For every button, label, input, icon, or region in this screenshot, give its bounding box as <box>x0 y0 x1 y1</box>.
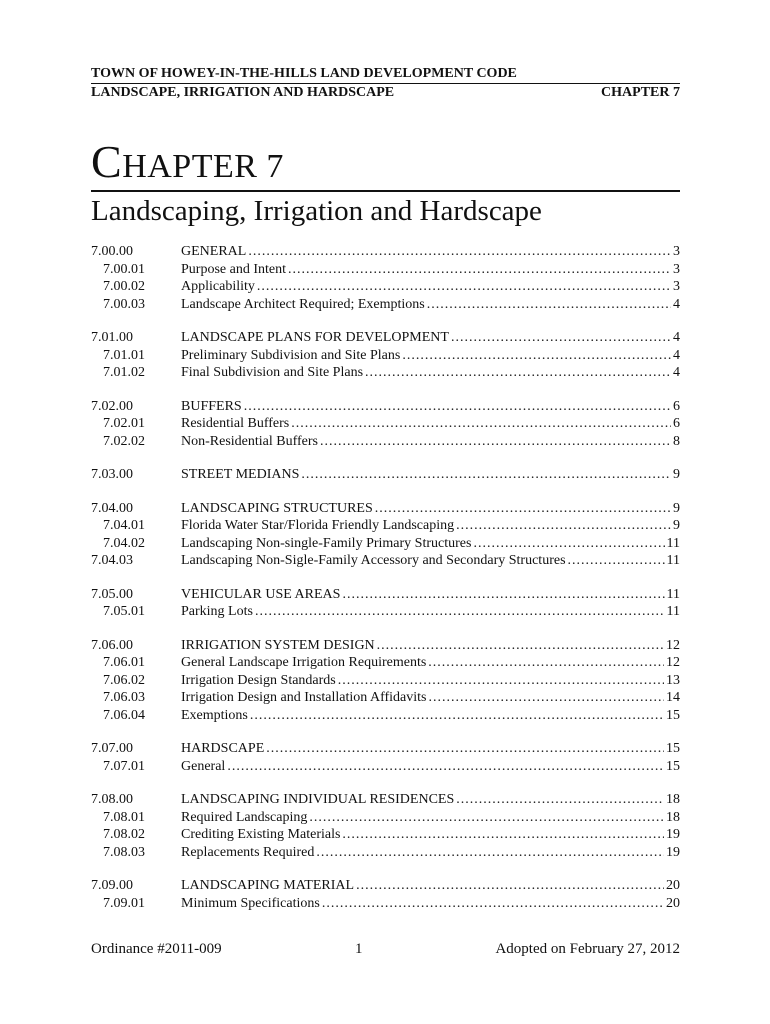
toc-leader-dots <box>428 654 664 672</box>
toc-section-number: 7.06.00 <box>91 637 133 653</box>
chapter-subtitle: Landscaping, Irrigation and Hardscape <box>91 195 542 227</box>
toc-entry-body <box>181 552 680 570</box>
toc-page-number: 20 <box>666 878 680 893</box>
toc-entry[interactable] <box>91 672 680 690</box>
toc-page-number: 4 <box>673 296 680 312</box>
toc-section-title: Exemptions <box>181 707 248 723</box>
toc-section-number: 7.00.03 <box>103 296 145 312</box>
toc-entry-body <box>181 672 680 690</box>
toc-page-number: 11 <box>666 553 680 568</box>
toc-section-title: Non-Residential Buffers <box>181 433 318 449</box>
toc-section-number: 7.08.00 <box>91 792 133 807</box>
footer-ordinance: Ordinance #2011-009 <box>91 941 222 957</box>
toc-page-number: 14 <box>666 690 680 705</box>
toc-page-number: 13 <box>666 672 680 688</box>
toc-page-number: 15 <box>666 758 680 774</box>
toc-section-number: 7.00.00 <box>91 244 133 259</box>
toc-leader-dots <box>473 535 664 553</box>
toc-leader-dots <box>456 791 664 809</box>
toc-leader-dots <box>320 433 671 451</box>
toc-entry-body <box>181 329 680 347</box>
toc-entry-body <box>181 758 680 776</box>
toc-leader-dots <box>266 740 664 758</box>
toc-section-number: 7.06.02 <box>103 672 145 688</box>
toc-section-number: 7.05.00 <box>91 586 133 602</box>
running-header-subtitle <box>91 84 680 101</box>
chapter-heading-rest: HAPTER 7 <box>122 148 284 185</box>
toc-section-title: Landscape Architect Required; Exemptions <box>181 296 425 312</box>
toc-section-title: LANDSCAPING INDIVIDUAL RESIDENCES <box>181 792 455 807</box>
toc-section-number: 7.04.03 <box>91 553 133 568</box>
toc-leader-dots <box>322 895 664 913</box>
toc-section-number: 7.08.03 <box>103 844 145 860</box>
toc-entry[interactable] <box>91 296 680 314</box>
toc-leader-dots <box>250 707 664 725</box>
toc-page-number: 20 <box>666 895 680 911</box>
toc-section-title: Purpose and Intent <box>181 261 286 277</box>
toc-page-number: 8 <box>673 433 680 449</box>
toc-leader-dots <box>301 466 671 484</box>
chapter-heading-initial: C <box>91 136 123 187</box>
toc-leader-dots <box>427 296 671 314</box>
toc-leader-dots <box>568 552 665 570</box>
toc-section-title: Crediting Existing Materials <box>181 827 341 842</box>
toc-entry[interactable] <box>91 654 680 672</box>
toc-entry[interactable] <box>91 433 680 451</box>
toc-entry[interactable] <box>91 740 680 758</box>
toc-section-title: GENERAL <box>181 244 247 259</box>
toc-entry[interactable] <box>91 261 680 279</box>
toc-entry[interactable] <box>91 552 680 570</box>
toc-leader-dots <box>375 500 671 518</box>
toc-section-title: Final Subdivision and Site Plans <box>181 365 364 380</box>
toc-section-title: Minimum Specifications <box>181 895 320 911</box>
toc-page-number: 6 <box>673 416 680 431</box>
toc-entry[interactable] <box>91 826 680 844</box>
toc-section-title: HARDSCAPE <box>181 741 265 756</box>
toc-section-number: 7.06.01 <box>103 655 145 670</box>
toc-section-title: Irrigation Design and Installation Affidavits <box>181 690 427 705</box>
toc-entry[interactable] <box>91 278 680 296</box>
toc-entry[interactable] <box>91 466 680 484</box>
toc-entry-body <box>181 347 680 365</box>
toc-leader-dots <box>365 364 671 382</box>
toc-leader-dots <box>428 689 664 707</box>
toc-section-number: 7.06.03 <box>103 690 145 705</box>
toc-entry[interactable] <box>91 895 680 913</box>
toc-entry-body <box>181 654 680 672</box>
page-footer <box>91 941 680 958</box>
toc-entry-body <box>181 261 680 279</box>
toc-page-number: 18 <box>666 809 680 825</box>
toc-section-title: Irrigation Design Standards <box>181 672 336 688</box>
toc-entry-body <box>181 500 680 518</box>
toc-entry[interactable] <box>91 877 680 895</box>
toc-section-title: General Landscape Irrigation Requirements <box>181 655 427 670</box>
toc-leader-dots <box>316 844 664 862</box>
header-chapter-label: CHAPTER 7 <box>601 85 680 100</box>
toc-entry-body <box>181 707 680 725</box>
toc-section-number: 7.07.00 <box>91 741 133 756</box>
toc-entry[interactable] <box>91 329 680 347</box>
toc-section-title: Landscaping Non-single-Family Primary Structures <box>181 535 472 551</box>
toc-entry-body <box>181 364 680 382</box>
toc-page-number: 19 <box>666 827 680 842</box>
toc-leader-dots <box>248 243 671 261</box>
toc-page-number: 9 <box>673 518 680 533</box>
toc-section-number: 7.09.01 <box>103 895 145 911</box>
toc-section-number: 7.02.01 <box>103 416 145 431</box>
toc-leader-dots <box>377 637 664 655</box>
toc-page-number: 12 <box>666 655 680 670</box>
toc-section-title: IRRIGATION SYSTEM DESIGN <box>181 637 375 653</box>
toc-entry-body <box>181 877 680 895</box>
toc-section-title: Applicability <box>181 279 255 294</box>
toc-group <box>91 877 680 912</box>
toc-page-number: 6 <box>673 398 680 414</box>
toc-leader-dots <box>356 877 664 895</box>
toc-section-number: 7.04.02 <box>103 535 145 551</box>
toc-group <box>91 466 680 484</box>
toc-page-number: 9 <box>673 500 680 516</box>
toc-page-number: 18 <box>666 792 680 807</box>
toc-section-title: General <box>181 758 226 774</box>
toc-entry[interactable] <box>91 415 680 433</box>
toc-leader-dots <box>244 398 671 416</box>
toc-section-title: VEHICULAR USE AREAS <box>181 586 341 602</box>
toc-leader-dots <box>257 278 671 296</box>
toc-entry[interactable] <box>91 364 680 382</box>
toc-section-number: 7.02.00 <box>91 398 133 414</box>
toc-group <box>91 740 680 775</box>
toc-section-title: Preliminary Subdivision and Site Plans <box>181 347 401 363</box>
toc-page-number: 11 <box>666 604 680 619</box>
toc-section-number: 7.08.02 <box>103 827 145 842</box>
toc-entry[interactable] <box>91 758 680 776</box>
toc-section-title: LANDSCAPE PLANS FOR DEVELOPMENT <box>181 330 449 345</box>
toc-entry-body <box>181 466 680 484</box>
toc-entry-body <box>181 433 680 451</box>
toc-section-number: 7.04.00 <box>91 500 133 516</box>
toc-section-number: 7.00.02 <box>103 279 145 294</box>
toc-group <box>91 243 680 313</box>
toc-entry-body <box>181 844 680 862</box>
toc-entry[interactable] <box>91 791 680 809</box>
toc-page-number: 3 <box>673 244 680 259</box>
toc-leader-dots <box>338 672 664 690</box>
toc-section-number: 7.06.04 <box>103 707 145 723</box>
toc-entry-body <box>181 243 680 261</box>
toc-leader-dots <box>255 603 665 621</box>
toc-section-title: STREET MEDIANS <box>181 467 300 482</box>
table-of-contents <box>91 243 680 928</box>
toc-entry[interactable] <box>91 689 680 707</box>
toc-entry-body <box>181 603 680 621</box>
toc-leader-dots <box>227 758 664 776</box>
toc-section-number: 7.07.01 <box>103 758 145 774</box>
toc-group <box>91 398 680 451</box>
chapter-heading <box>91 136 680 192</box>
toc-entry[interactable] <box>91 844 680 862</box>
toc-section-number: 7.01.02 <box>103 365 145 380</box>
toc-entry-body <box>181 517 680 535</box>
toc-group <box>91 791 680 861</box>
toc-section-number: 7.02.02 <box>103 433 145 449</box>
toc-page-number: 11 <box>666 586 680 602</box>
toc-group <box>91 586 680 621</box>
toc-section-number: 7.03.00 <box>91 467 133 482</box>
toc-section-number: 7.08.01 <box>103 809 145 825</box>
footer-page-number: 1 <box>355 941 363 957</box>
toc-section-title: LANDSCAPING MATERIAL <box>181 878 355 893</box>
toc-page-number: 12 <box>666 637 680 653</box>
toc-section-title: Residential Buffers <box>181 416 290 431</box>
toc-entry-body <box>181 791 680 809</box>
toc-section-number: 7.09.00 <box>91 878 133 893</box>
toc-section-title: Parking Lots <box>181 604 253 619</box>
toc-section-title: Landscaping Non-Sigle-Family Accessory and Secondary Structures <box>181 553 566 568</box>
toc-page-number: 15 <box>666 707 680 723</box>
toc-group <box>91 329 680 382</box>
toc-group <box>91 637 680 725</box>
toc-page-number: 3 <box>673 261 680 277</box>
toc-entry-body <box>181 740 680 758</box>
toc-group <box>91 500 680 570</box>
toc-leader-dots <box>342 586 664 604</box>
toc-leader-dots <box>451 329 671 347</box>
toc-entry[interactable] <box>91 707 680 725</box>
toc-entry[interactable] <box>91 517 680 535</box>
toc-section-title: LANDSCAPING STRUCTURES <box>181 500 373 516</box>
toc-page-number: 4 <box>673 365 680 380</box>
toc-section-title: BUFFERS <box>181 398 242 414</box>
toc-entry[interactable] <box>91 243 680 261</box>
toc-entry[interactable] <box>91 347 680 365</box>
toc-section-title: Florida Water Star/Florida Friendly Landscaping <box>181 518 455 533</box>
toc-leader-dots <box>456 517 671 535</box>
toc-entry-body <box>181 398 680 416</box>
toc-page-number: 15 <box>666 741 680 756</box>
toc-entry-body <box>181 535 680 553</box>
toc-leader-dots <box>309 809 664 827</box>
toc-section-number: 7.04.01 <box>103 518 145 533</box>
toc-entry-body <box>181 586 680 604</box>
toc-page-number: 4 <box>673 330 680 345</box>
footer-adopted-date: Adopted on February 27, 2012 <box>495 941 680 957</box>
toc-entry[interactable] <box>91 637 680 655</box>
running-header-title <box>91 65 680 84</box>
toc-entry-body <box>181 296 680 314</box>
toc-leader-dots <box>402 347 671 365</box>
toc-page-number: 4 <box>673 347 680 363</box>
toc-entry[interactable] <box>91 586 680 604</box>
header-section-name: LANDSCAPE, IRRIGATION AND HARDSCAPE <box>91 85 395 100</box>
toc-entry-body <box>181 278 680 296</box>
toc-section-number: 7.00.01 <box>103 261 145 277</box>
header-town-code: TOWN OF HOWEY-IN-THE-HILLS LAND DEVELOPMENT CODE <box>91 66 517 81</box>
toc-entry[interactable] <box>91 535 680 553</box>
toc-section-number: 7.05.01 <box>103 604 145 619</box>
toc-entry[interactable] <box>91 603 680 621</box>
toc-section-number: 7.01.01 <box>103 347 145 363</box>
toc-section-number: 7.01.00 <box>91 330 133 345</box>
toc-entry-body <box>181 637 680 655</box>
toc-page-number: 11 <box>666 535 680 551</box>
toc-entry[interactable] <box>91 398 680 416</box>
toc-entry-body <box>181 689 680 707</box>
toc-leader-dots <box>291 415 671 433</box>
toc-page-number: 3 <box>673 279 680 294</box>
toc-section-title: Replacements Required <box>181 844 315 860</box>
toc-entry-body <box>181 415 680 433</box>
toc-entry[interactable] <box>91 500 680 518</box>
toc-leader-dots <box>288 261 671 279</box>
toc-entry-body <box>181 895 680 913</box>
toc-page-number: 9 <box>673 467 680 482</box>
toc-page-number: 19 <box>666 844 680 860</box>
toc-section-title: Required Landscaping <box>181 809 308 825</box>
toc-entry-body <box>181 826 680 844</box>
toc-entry[interactable] <box>91 809 680 827</box>
toc-leader-dots <box>342 826 664 844</box>
toc-entry-body <box>181 809 680 827</box>
